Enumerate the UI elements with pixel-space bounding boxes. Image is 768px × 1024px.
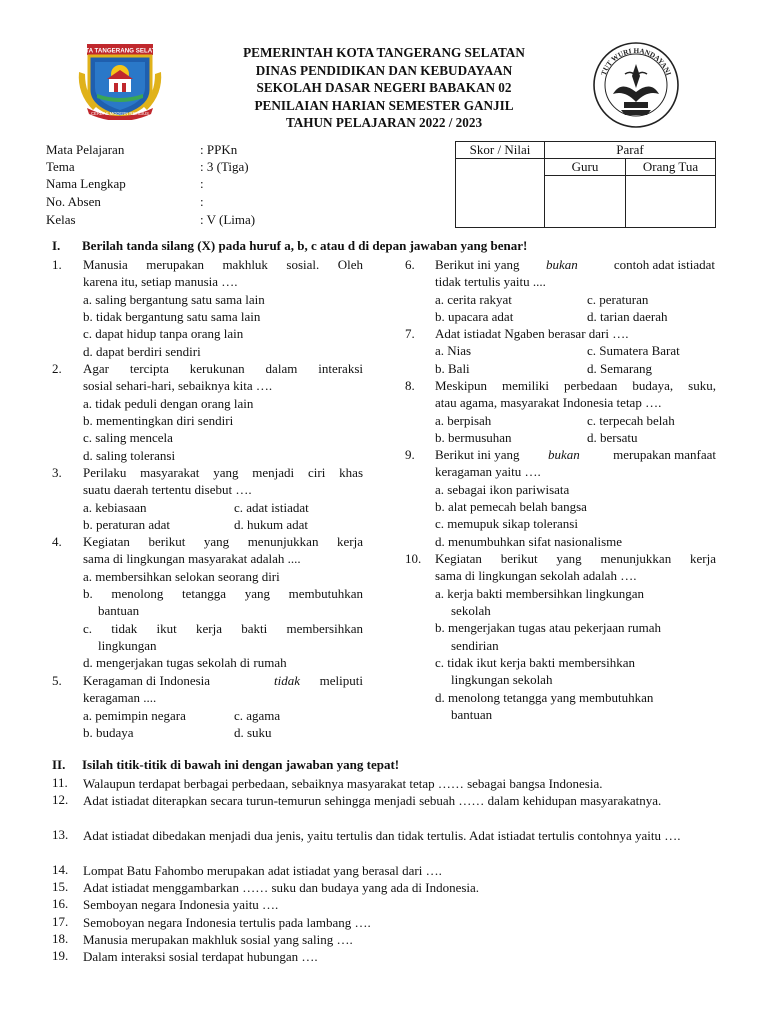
svg-text:CERDAS MODERN RELIGIUS: CERDAS MODERN RELIGIUS	[91, 111, 149, 116]
question-text: Kegiatan berikut yang menunjukkan kerja	[83, 534, 363, 549]
info-label: Kelas	[46, 212, 76, 227]
option-a[interactable]: a. Nias	[435, 343, 472, 358]
ortu-header: Orang Tua	[626, 159, 716, 176]
question-text: suatu daerah tertentu disebut ….	[83, 482, 252, 497]
question-text-italic: tidak	[274, 673, 300, 688]
option-c[interactable]: c. memupuk sikap toleransi	[435, 516, 578, 531]
question-text: merupakan manfaat	[613, 447, 716, 462]
option-b-cont[interactable]: sendirian	[451, 638, 499, 653]
question-number: 12.	[52, 792, 69, 807]
question-text[interactable]: Adat istiadat menggambarkan …… suku dan budaya yang ada di Indonesia.	[83, 880, 480, 895]
option-c-cont[interactable]: lingkungan	[98, 638, 157, 653]
question-text: Perilaku masyarakat yang menjadi ciri khas	[83, 465, 363, 480]
question-number: 1.	[52, 257, 62, 272]
option-c[interactable]: c. saling mencela	[83, 430, 173, 445]
question-1	[52, 256, 362, 360]
option-a[interactable]: a. kebiasaan	[83, 500, 147, 515]
svg-text:TUT WURI HANDAYANI: TUT WURI HANDAYANI	[599, 46, 673, 77]
guru-header: Guru	[545, 159, 626, 176]
option-b[interactable]: b. peraturan adat	[83, 517, 170, 532]
header-line: PENILAIAN HARIAN SEMESTER GANJIL	[254, 97, 514, 113]
option-c[interactable]: c. tidak ikut kerja bakti membersihkan	[435, 655, 635, 670]
option-d-cont[interactable]: bantuan	[451, 707, 493, 722]
option-b[interactable]: b. bermusuhan	[435, 430, 512, 445]
option-c[interactable]: c. terpecah belah	[587, 413, 675, 428]
option-a[interactable]: a. cerita rakyat	[435, 292, 512, 307]
info-value[interactable]: : PPKn	[200, 142, 238, 157]
option-b[interactable]: b. menolong tetangga yang membutuhkan	[83, 586, 363, 601]
info-value[interactable]: : 3 (Tiga)	[200, 159, 249, 174]
question-text: Berikut ini yang	[435, 257, 520, 272]
option-d[interactable]: d. mengerjakan tugas sekolah di rumah	[83, 655, 287, 670]
question-2	[52, 360, 362, 464]
option-d[interactable]: d. menumbuhkan sifat nasionalisme	[435, 534, 623, 549]
info-label: No. Absen	[46, 194, 101, 209]
question-10	[405, 550, 717, 726]
option-c[interactable]: c. dapat hidup tanpa orang lain	[83, 326, 244, 341]
question-text: Manusia merupakan makhluk sosial. Oleh	[83, 257, 363, 272]
question-text: sama di lingkungan sekolah adalah ….	[435, 568, 637, 583]
option-b[interactable]: b. mementingkan diri sendiri	[83, 413, 234, 428]
option-d[interactable]: d. saling toleransi	[83, 448, 176, 463]
question-number: 2.	[52, 361, 62, 376]
option-c[interactable]: c. tidak ikut kerja bakti membersihkan	[83, 621, 363, 636]
score-header: Skor / Nilai	[456, 142, 545, 159]
option-a[interactable]: a. saling bergantung satu sama lain	[83, 292, 265, 307]
option-c[interactable]: c. Sumatera Barat	[587, 343, 680, 358]
question-number: 4.	[52, 534, 62, 549]
option-c[interactable]: c. adat istiadat	[234, 500, 309, 515]
header-line: PEMERINTAH KOTA TANGERANG SELATAN	[243, 45, 525, 60]
info-value[interactable]: :	[200, 176, 204, 191]
question-text: keragaman ....	[83, 690, 157, 705]
question-number: 13.	[52, 827, 69, 842]
question-number: 5.	[52, 673, 62, 688]
guru-signature-cell[interactable]	[545, 176, 626, 228]
info-value[interactable]: : V (Lima)	[200, 212, 256, 227]
question-text: contoh adat istiadat	[613, 257, 715, 272]
question-text-italic: bukan	[546, 257, 578, 272]
question-text: tidak tertulis yaitu ....	[435, 274, 546, 289]
question-text[interactable]: Lompat Batu Fahombo merupakan adat istiadat yang berasal dari ….	[83, 863, 442, 878]
question-number: 8.	[405, 378, 415, 393]
question-text[interactable]: Adat istiadat dibedakan menjadi dua jenis, yaitu tertulis dan tidak tertulis. Adat istiadat tertulis contohnya yaitu ….	[83, 828, 681, 843]
section-title: Berilah tanda silang (X) pada huruf a, b, c atau d di depan jawaban yang benar!	[82, 238, 528, 253]
question-text: sama di lingkungan masyarakat adalah ....	[83, 551, 301, 566]
option-b[interactable]: b. mengerjakan tugas atau pekerjaan rumah	[435, 620, 661, 635]
question-text[interactable]: Dalam interaksi sosial terdapat hubungan ….	[83, 949, 318, 964]
question-7	[405, 325, 717, 379]
question-number: 17.	[52, 914, 69, 929]
question-text[interactable]: Semoboyan negara Indonesia tertulis pada lambang ….	[83, 915, 371, 930]
question-text: Berikut ini yang	[435, 447, 520, 462]
option-b[interactable]: b. budaya	[83, 725, 134, 740]
question-number: 14.	[52, 862, 69, 877]
question-text: Agar tercipta kerukunan dalam interaksi	[83, 361, 363, 376]
ortu-signature-cell[interactable]	[626, 176, 716, 228]
info-label: Mata Pelajaran	[46, 142, 125, 157]
option-a[interactable]: a. tidak peduli dengan orang lain	[83, 396, 254, 411]
option-a[interactable]: a. membersihkan selokan seorang diri	[83, 569, 280, 584]
paraf-header: Paraf	[545, 142, 716, 159]
option-d[interactable]: d. menolong tetangga yang membutuhkan	[435, 690, 654, 705]
option-d[interactable]: d. tarian daerah	[587, 309, 668, 324]
header-line: DINAS PENDIDIKAN DAN KEBUDAYAAN	[255, 62, 513, 78]
option-b[interactable]: b. tidak bergantung satu sama lain	[83, 309, 261, 324]
question-number: 9.	[405, 447, 415, 462]
info-label: Nama Lengkap	[46, 176, 126, 191]
question-4	[52, 533, 362, 673]
question-text: Meskipun memiliki perbedaan budaya, suku,	[435, 378, 716, 393]
option-b[interactable]: b. Bali	[435, 361, 470, 376]
school-header	[0, 44, 768, 132]
section-title: Isilah titik-titik di bawah ini dengan jawaban yang tepat!	[82, 757, 400, 772]
svg-text:KOTA TANGERANG SELATAN: KOTA TANGERANG SELATAN	[76, 47, 164, 55]
question-text: Keragaman di Indonesia	[83, 673, 211, 688]
header-line: SEKOLAH DASAR NEGERI BABAKAN 02	[256, 80, 512, 96]
option-b[interactable]: b. alat pemecah belah bangsa	[435, 499, 587, 514]
option-c[interactable]: c. agama	[234, 708, 281, 723]
header-line: TAHUN PELAJARAN 2022 / 2023	[285, 115, 483, 131]
option-b[interactable]: b. upacara adat	[435, 309, 514, 324]
score-table	[455, 141, 716, 228]
option-a[interactable]: a. pemimpin negara	[83, 708, 186, 723]
option-a[interactable]: a. kerja bakti membersihkan lingkungan	[435, 586, 645, 601]
question-text: meliputi	[319, 673, 363, 688]
question-number: 16.	[52, 896, 69, 911]
question-text[interactable]: Adat istiadat diterapkan secara turun-temurun sehingga menjadi sebuah …… dalam kehidupan masyarakatnya.	[83, 793, 662, 808]
question-text: Kegiatan berikut yang menunjukkan kerja	[435, 551, 716, 566]
question-text-italic: bukan	[548, 447, 580, 462]
option-a[interactable]: a. sebagai ikon pariwisata	[435, 482, 570, 497]
question-number: 18.	[52, 931, 69, 946]
question-number: 3.	[52, 465, 62, 480]
option-a-cont[interactable]: sekolah	[451, 603, 491, 618]
option-d[interactable]: d. bersatu	[587, 430, 638, 445]
question-6	[405, 256, 717, 326]
score-cell[interactable]	[456, 159, 545, 228]
question-text: keragaman yaitu ….	[435, 464, 541, 479]
option-c-cont[interactable]: lingkungan sekolah	[451, 672, 553, 687]
question-5	[52, 672, 362, 742]
info-value[interactable]: :	[200, 194, 204, 209]
question-8	[405, 377, 717, 447]
question-text[interactable]: Walaupun terdapat berbagai perbedaan, sebaiknya masyarakat tetap …… sebagai bangsa Indonesia.	[83, 776, 603, 791]
option-a[interactable]: a. berpisah	[435, 413, 492, 428]
question-text[interactable]: Semboyan negara Indonesia yaitu ….	[83, 897, 279, 912]
question-number: 11.	[52, 775, 68, 790]
info-label: Tema	[46, 159, 75, 174]
question-number: 10.	[405, 551, 422, 566]
question-number: 15.	[52, 879, 69, 894]
question-text: Adat istiadat Ngaben berasar dari ….	[435, 326, 629, 341]
question-number: 6.	[405, 257, 415, 272]
question-number: 7.	[405, 326, 415, 341]
question-3	[52, 464, 362, 534]
section-number: I.	[52, 238, 61, 253]
question-text[interactable]: Manusia merupakan makhluk sosial yang saling ….	[83, 932, 353, 947]
question-text: sosial sehari-hari, sebaiknya kita ….	[83, 378, 273, 393]
question-text: atau agama, masyarakat Indonesia tetap ….	[435, 395, 662, 410]
option-d[interactable]: d. dapat berdiri sendiri	[83, 344, 201, 359]
option-c[interactable]: c. peraturan	[587, 292, 649, 307]
question-text: karena itu, setiap manusia ….	[83, 274, 238, 289]
question-number: 19.	[52, 948, 69, 963]
section-number: II.	[52, 757, 66, 772]
option-b-cont[interactable]: bantuan	[98, 603, 140, 618]
option-d[interactable]: d. suku	[234, 725, 272, 740]
option-d[interactable]: d. Semarang	[587, 361, 652, 376]
question-9	[405, 446, 717, 550]
option-d[interactable]: d. hukum adat	[234, 517, 309, 532]
